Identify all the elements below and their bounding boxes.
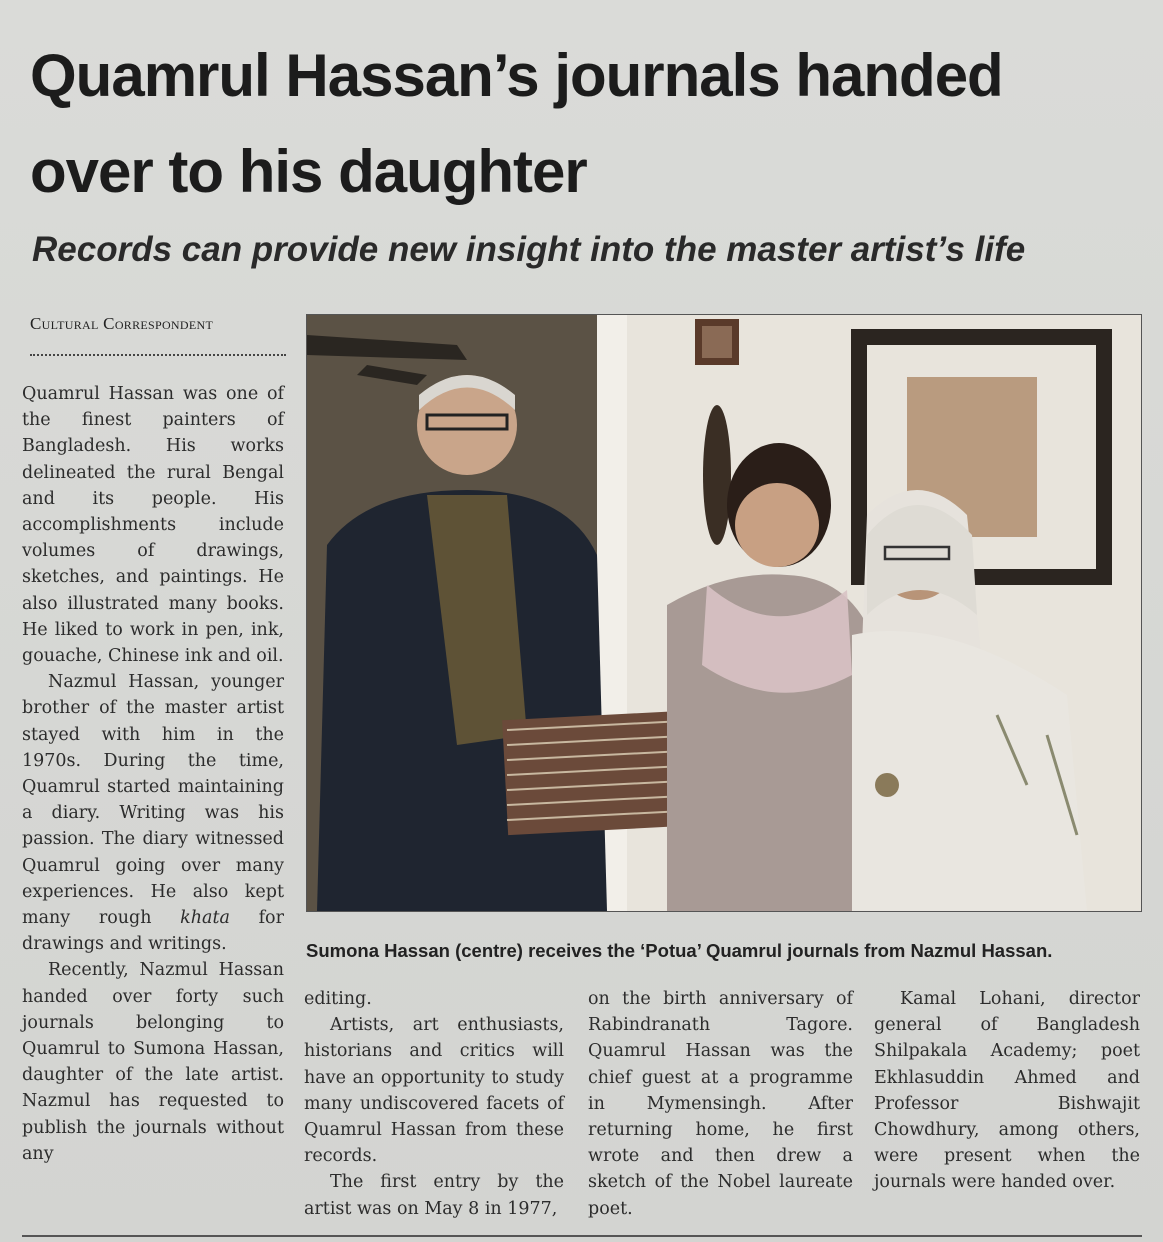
byline-divider <box>30 354 286 356</box>
paragraph: Kamal Lohani, director general of Bangladesh Shilpakala Academy; poet Ekhlasuddin Ahmed and Professor Bishwajit Chowdhury, among others, were present when the journals were handed over. <box>874 989 1140 1193</box>
italic-term: khata <box>180 908 230 929</box>
paragraph: editing. <box>304 989 372 1009</box>
paragraph-text: Nazmul Hassan, younger brother of the master artist stayed with him in the 1970s. During the time, Quamrul started maintaining a diary. Writing was his passion. The diary witnessed Quamrul going over many experiences. He also kept many rough <box>22 672 284 929</box>
text-column-4 <box>874 986 1140 1196</box>
text-column-2 <box>304 986 564 1222</box>
text-column-1 <box>22 381 284 1167</box>
paragraph: Recently, Nazmul Hassan handed over forty such journals belonging to Quamrul to Sumona Hassan, daughter of the late artist. Nazmul has requested to publish the journals without any <box>22 960 284 1164</box>
paragraph: Artists, art enthusiasts, historians and critics will have an opportunity to study many undiscovered facets of Quamrul Hassan from these records. <box>304 1015 564 1167</box>
paragraph <box>22 669 284 957</box>
photo-illustration <box>307 315 1141 911</box>
photo-caption: Sumona Hassan (centre) receives the ‘Potua’ Quamrul journals from Nazmul Hassan. <box>306 940 1053 961</box>
headline: Quamrul Hassan’s journals handed over to his daughter <box>30 42 1003 205</box>
paragraph: Quamrul Hassan was one of the finest painters of Bangladesh. His works delineated the rural Bengal and its people. His accomplishments include volumes of drawings, sketches, and paintings. He also illustrated many books. He liked to work in pen, ink, gouache, Chinese ink and oil. <box>22 384 284 667</box>
paragraph: on the birth anniversary of Rabindranath Tagore. Quamrul Hassan was the chief guest at a programme in Mymensingh. After returning home, he first wrote and then drew a sketch of the Nobel laureate poet. <box>588 989 853 1219</box>
paragraph-text: for drawings and writings. <box>22 908 284 955</box>
bottom-divider <box>22 1235 1142 1237</box>
paragraph: The first entry by the artist was on May 8 in 1977, <box>304 1172 564 1219</box>
news-photo <box>306 314 1142 912</box>
subheadline: Records can provide new insight into the master artist’s life <box>32 230 1026 269</box>
text-column-3 <box>588 986 853 1222</box>
byline: Cultural Correspondent <box>30 314 214 333</box>
